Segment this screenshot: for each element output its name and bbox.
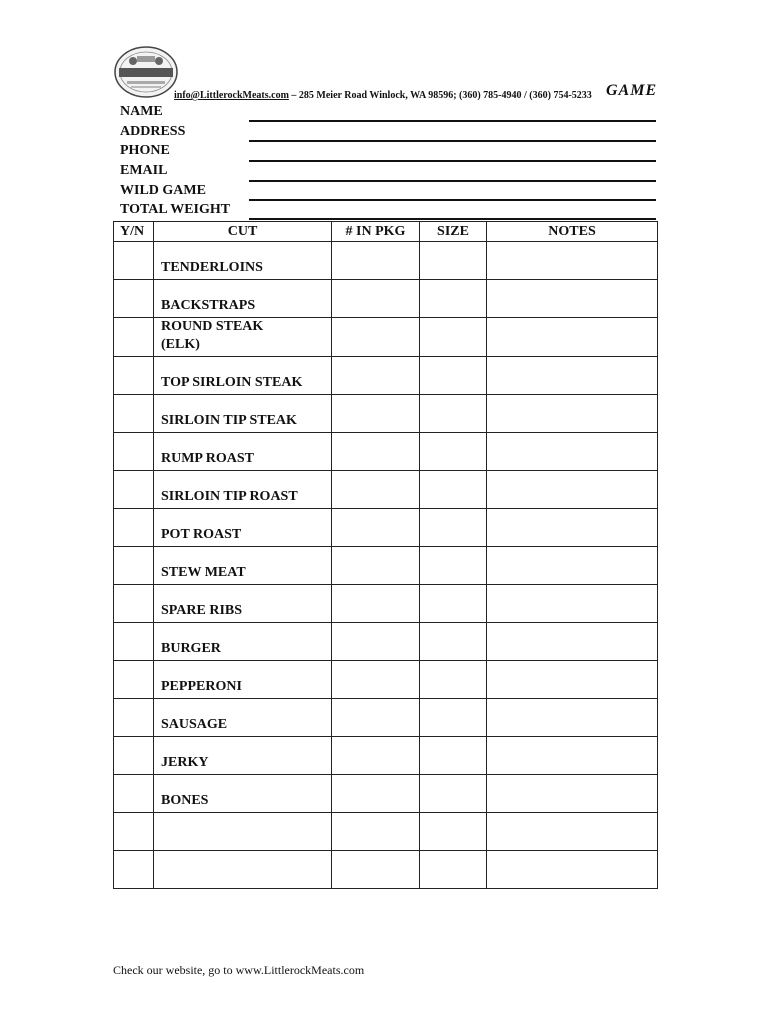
size-cell[interactable] xyxy=(420,851,487,889)
notes-cell[interactable] xyxy=(487,280,658,318)
notes-cell[interactable] xyxy=(487,775,658,813)
size-cell[interactable] xyxy=(420,280,487,318)
table-row xyxy=(114,851,658,889)
cut-cell: SIRLOIN TIP ROAST xyxy=(154,471,332,509)
size-cell[interactable] xyxy=(420,699,487,737)
notes-cell[interactable] xyxy=(487,357,658,395)
pkg-cell[interactable] xyxy=(332,242,420,280)
table-row xyxy=(114,509,658,547)
wild-game-field[interactable] xyxy=(249,199,656,201)
table-row xyxy=(114,242,658,280)
table-row xyxy=(114,661,658,699)
table-row xyxy=(114,737,658,775)
address-phone-text: – 285 Meier Road Winlock, WA 98596; (360) 785-4940 / (360) 754-5233 xyxy=(288,90,592,101)
pkg-cell[interactable] xyxy=(332,471,420,509)
pkg-cell[interactable] xyxy=(332,547,420,585)
pkg-cell[interactable] xyxy=(332,623,420,661)
pkg-cell[interactable] xyxy=(332,851,420,889)
pkg-cell[interactable] xyxy=(332,699,420,737)
pkg-cell[interactable] xyxy=(332,357,420,395)
notes-cell[interactable] xyxy=(487,623,658,661)
size-cell[interactable] xyxy=(420,242,487,280)
size-cell[interactable] xyxy=(420,509,487,547)
col-header-pkg: # IN PKG xyxy=(332,222,420,242)
table-header-row xyxy=(114,222,658,242)
yn-cell[interactable] xyxy=(114,585,154,623)
col-header-notes: NOTES xyxy=(487,222,658,242)
notes-cell[interactable] xyxy=(487,699,658,737)
notes-cell[interactable] xyxy=(487,585,658,623)
yn-cell[interactable] xyxy=(114,813,154,851)
yn-cell[interactable] xyxy=(114,547,154,585)
yn-cell[interactable] xyxy=(114,395,154,433)
cuts-table xyxy=(113,221,658,889)
size-cell[interactable] xyxy=(420,585,487,623)
cut-cell xyxy=(154,851,332,889)
table-row xyxy=(114,318,658,357)
cut-cell: POT ROAST xyxy=(154,509,332,547)
yn-cell[interactable] xyxy=(114,737,154,775)
pkg-cell[interactable] xyxy=(332,813,420,851)
size-cell[interactable] xyxy=(420,661,487,699)
size-cell[interactable] xyxy=(420,623,487,661)
notes-cell[interactable] xyxy=(487,737,658,775)
notes-cell[interactable] xyxy=(487,395,658,433)
yn-cell[interactable] xyxy=(114,242,154,280)
pkg-cell[interactable] xyxy=(332,433,420,471)
pkg-cell[interactable] xyxy=(332,775,420,813)
pkg-cell[interactable] xyxy=(332,585,420,623)
yn-cell[interactable] xyxy=(114,471,154,509)
footer-website-note: Check our website, go to www.LittlerockMeats.com xyxy=(113,963,365,977)
address-label: ADDRESS xyxy=(120,124,186,139)
cut-cell: TENDERLOINS xyxy=(154,242,332,280)
contact-line xyxy=(174,90,592,101)
col-header-size: SIZE xyxy=(420,222,487,242)
notes-cell[interactable] xyxy=(487,242,658,280)
address-field[interactable] xyxy=(249,140,656,142)
table-row xyxy=(114,699,658,737)
cuts-table-body xyxy=(114,242,658,889)
cut-cell: BURGER xyxy=(154,623,332,661)
cut-cell: SPARE RIBS xyxy=(154,585,332,623)
col-header-yn: Y/N xyxy=(114,222,154,242)
notes-cell[interactable] xyxy=(487,509,658,547)
email-link[interactable]: info@LittlerockMeats.com xyxy=(174,90,289,101)
yn-cell[interactable] xyxy=(114,433,154,471)
yn-cell[interactable] xyxy=(114,623,154,661)
yn-cell[interactable] xyxy=(114,280,154,318)
size-cell[interactable] xyxy=(420,775,487,813)
size-cell[interactable] xyxy=(420,737,487,775)
table-row xyxy=(114,357,658,395)
size-cell[interactable] xyxy=(420,813,487,851)
notes-cell[interactable] xyxy=(487,433,658,471)
table-row xyxy=(114,280,658,318)
size-cell[interactable] xyxy=(420,471,487,509)
notes-cell[interactable] xyxy=(487,318,658,357)
cut-cell: SIRLOIN TIP STEAK xyxy=(154,395,332,433)
email-field[interactable] xyxy=(249,180,656,182)
notes-cell[interactable] xyxy=(487,851,658,889)
yn-cell[interactable] xyxy=(114,851,154,889)
cut-cell: RUMP ROAST xyxy=(154,433,332,471)
size-cell[interactable] xyxy=(420,433,487,471)
size-cell[interactable] xyxy=(420,547,487,585)
table-row xyxy=(114,547,658,585)
size-cell[interactable] xyxy=(420,318,487,357)
notes-cell[interactable] xyxy=(487,813,658,851)
name-field[interactable] xyxy=(249,120,656,122)
wild-game-label: WILD GAME xyxy=(120,183,206,198)
yn-cell[interactable] xyxy=(114,775,154,813)
name-label: NAME xyxy=(120,104,163,119)
cut-cell xyxy=(154,813,332,851)
pkg-cell[interactable] xyxy=(332,661,420,699)
pkg-cell[interactable] xyxy=(332,737,420,775)
table-row xyxy=(114,433,658,471)
cut-cell: PEPPERONI xyxy=(154,661,332,699)
total-weight-label: TOTAL WEIGHT xyxy=(120,202,231,217)
cut-cell: JERKY xyxy=(154,737,332,775)
table-row xyxy=(114,775,658,813)
pkg-cell[interactable] xyxy=(332,318,420,357)
table-row xyxy=(114,585,658,623)
table-row xyxy=(114,471,658,509)
cut-cell: TOP SIRLOIN STEAK xyxy=(154,357,332,395)
size-cell[interactable] xyxy=(420,395,487,433)
cut-cell: ROUND STEAK (ELK) xyxy=(154,318,332,357)
form-title: GAME xyxy=(606,82,658,99)
table-row xyxy=(114,623,658,661)
notes-cell[interactable] xyxy=(487,661,658,699)
littlerock-meats-logo xyxy=(113,45,179,99)
phone-label: PHONE xyxy=(120,143,170,158)
col-header-cut: CUT xyxy=(154,222,332,242)
pkg-cell[interactable] xyxy=(332,280,420,318)
phone-field[interactable] xyxy=(249,160,656,162)
cut-cell: BACKSTRAPS xyxy=(154,280,332,318)
yn-cell[interactable] xyxy=(114,699,154,737)
yn-cell[interactable] xyxy=(114,318,154,357)
total-weight-field[interactable] xyxy=(249,218,656,220)
pkg-cell[interactable] xyxy=(332,395,420,433)
pkg-cell[interactable] xyxy=(332,509,420,547)
yn-cell[interactable] xyxy=(114,661,154,699)
cut-cell: SAUSAGE xyxy=(154,699,332,737)
notes-cell[interactable] xyxy=(487,547,658,585)
notes-cell[interactable] xyxy=(487,471,658,509)
yn-cell[interactable] xyxy=(114,509,154,547)
yn-cell[interactable] xyxy=(114,357,154,395)
email-label: EMAIL xyxy=(120,163,168,178)
cut-cell: BONES xyxy=(154,775,332,813)
table-row xyxy=(114,813,658,851)
size-cell[interactable] xyxy=(420,357,487,395)
table-row xyxy=(114,395,658,433)
cut-cell: STEW MEAT xyxy=(154,547,332,585)
